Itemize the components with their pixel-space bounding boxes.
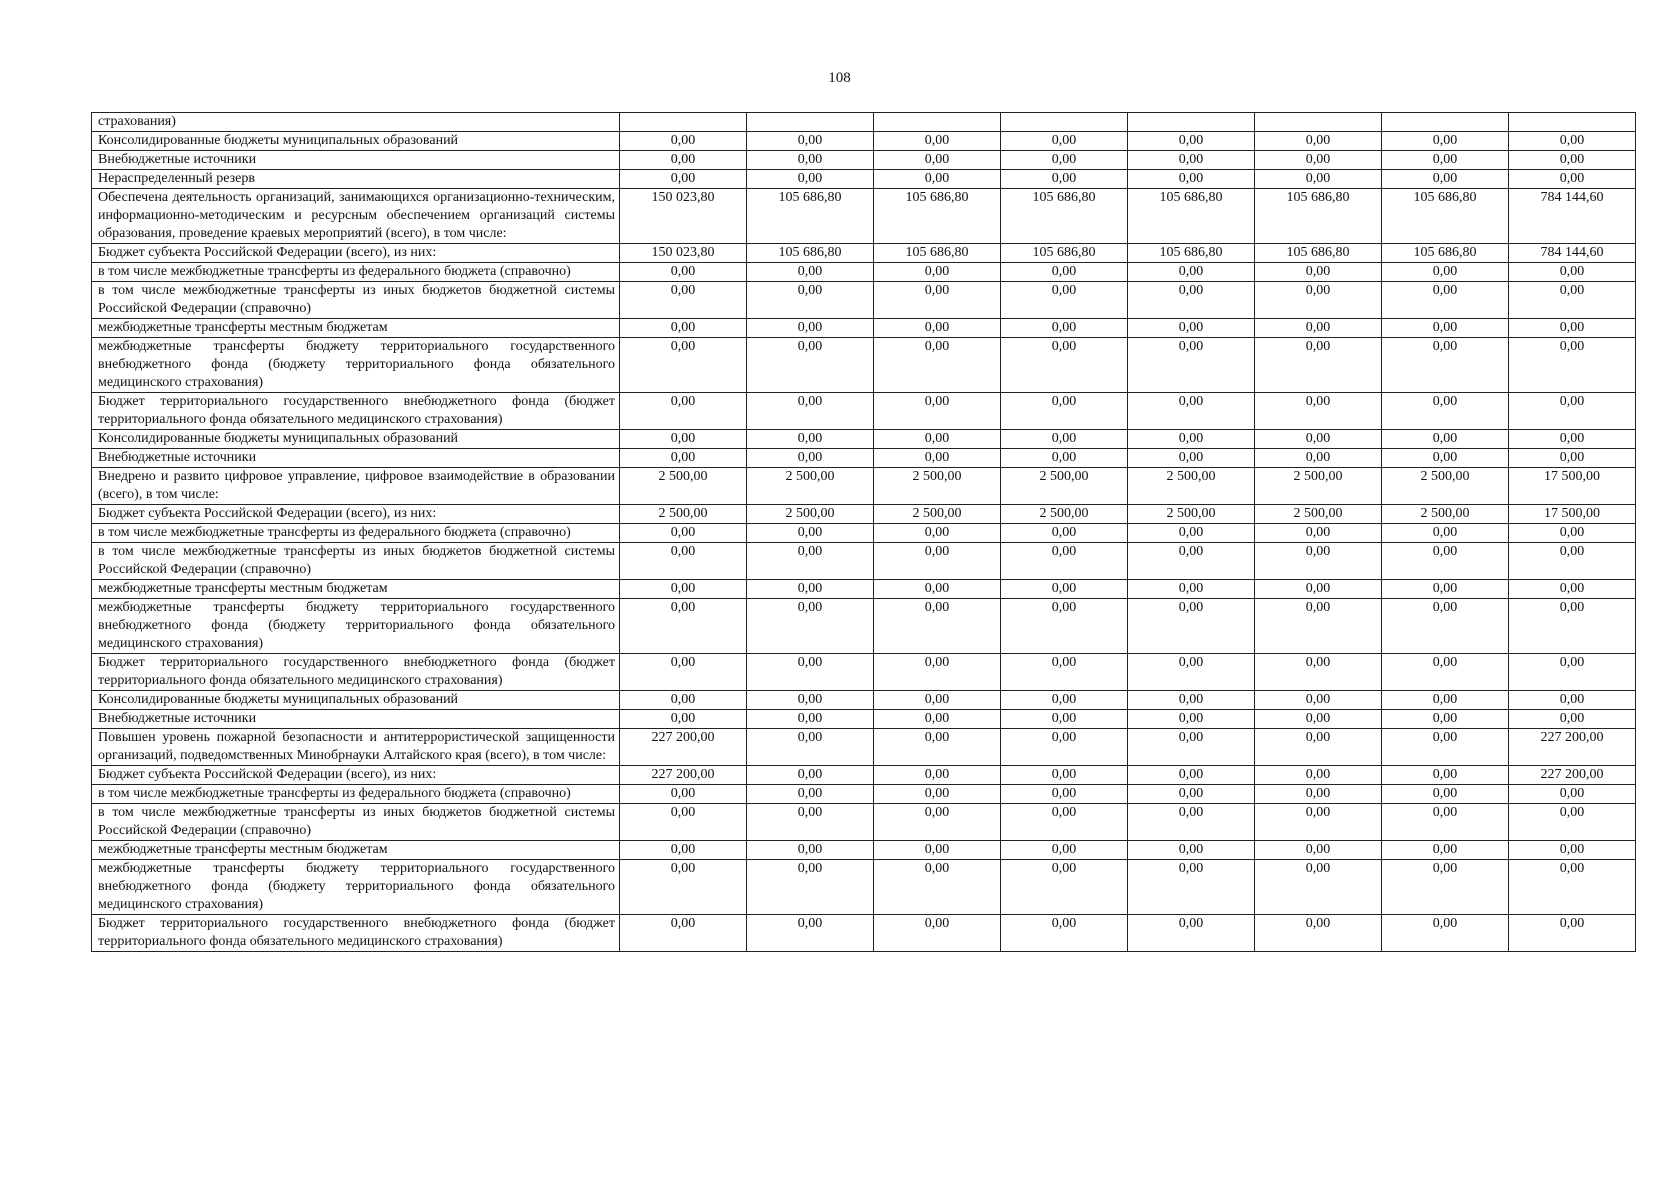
table-row (92, 654, 1636, 691)
value-cell: 0,00 (1128, 430, 1255, 449)
value-cell: 0,00 (1509, 580, 1636, 599)
value-cell: 0,00 (1255, 841, 1382, 860)
row-label: межбюджетные трансферты бюджету территориального государственного внебюджетного фонда (бюджету территориального фонда обязательного медицинского страхования) (92, 338, 620, 393)
value-cell: 0,00 (1382, 393, 1509, 430)
value-cell: 0,00 (874, 449, 1001, 468)
value-cell: 0,00 (1382, 449, 1509, 468)
value-cell: 0,00 (1255, 729, 1382, 766)
value-cell: 2 500,00 (1001, 468, 1128, 505)
table-row (92, 244, 1636, 263)
value-cell: 105 686,80 (1382, 244, 1509, 263)
value-cell: 0,00 (874, 654, 1001, 691)
value-cell: 0,00 (747, 691, 874, 710)
value-cell: 0,00 (1382, 710, 1509, 729)
value-cell: 0,00 (1255, 151, 1382, 170)
value-cell: 0,00 (1255, 430, 1382, 449)
value-cell: 2 500,00 (747, 468, 874, 505)
budget-table (91, 112, 1636, 952)
budget-table-body (92, 113, 1636, 952)
value-cell: 105 686,80 (1128, 244, 1255, 263)
table-row (92, 505, 1636, 524)
table-row (92, 282, 1636, 319)
table-row (92, 691, 1636, 710)
value-cell: 0,00 (1382, 543, 1509, 580)
value-cell: 0,00 (1128, 654, 1255, 691)
value-cell: 0,00 (620, 599, 747, 654)
value-cell: 0,00 (1255, 580, 1382, 599)
value-cell: 0,00 (1382, 319, 1509, 338)
value-cell: 0,00 (747, 170, 874, 189)
value-cell: 0,00 (1382, 841, 1509, 860)
row-label: Бюджет субъекта Российской Федерации (всего), из них: (92, 244, 620, 263)
value-cell: 0,00 (1255, 804, 1382, 841)
value-cell: 0,00 (1509, 841, 1636, 860)
table-row (92, 766, 1636, 785)
value-cell: 0,00 (1255, 599, 1382, 654)
table-row (92, 170, 1636, 189)
row-label: в том числе межбюджетные трансферты из федерального бюджета (справочно) (92, 785, 620, 804)
value-cell: 105 686,80 (874, 244, 1001, 263)
value-cell: 0,00 (1255, 785, 1382, 804)
value-cell: 0,00 (1128, 524, 1255, 543)
value-cell: 0,00 (747, 710, 874, 729)
value-cell: 0,00 (1382, 785, 1509, 804)
value-cell: 150 023,80 (620, 189, 747, 244)
value-cell: 0,00 (1001, 170, 1128, 189)
value-cell: 0,00 (1001, 449, 1128, 468)
value-cell: 0,00 (1509, 599, 1636, 654)
row-label: Повышен уровень пожарной безопасности и антитеррористической защищенности организаций, подведомственных Минобрнауки Алтайского края (всего), в том числе: (92, 729, 620, 766)
row-label: Консолидированные бюджеты муниципальных образований (92, 691, 620, 710)
value-cell: 0,00 (747, 599, 874, 654)
value-cell: 0,00 (620, 449, 747, 468)
value-cell: 0,00 (747, 524, 874, 543)
value-cell: 0,00 (1255, 338, 1382, 393)
value-cell: 0,00 (620, 691, 747, 710)
value-cell: 0,00 (1001, 430, 1128, 449)
table-row (92, 189, 1636, 244)
table-row (92, 393, 1636, 430)
value-cell: 0,00 (1509, 524, 1636, 543)
value-cell: 0,00 (747, 580, 874, 599)
table-row (92, 263, 1636, 282)
value-cell: 0,00 (1128, 170, 1255, 189)
row-label: в том числе межбюджетные трансферты из иных бюджетов бюджетной системы Российской Федерации (справочно) (92, 543, 620, 580)
value-cell: 105 686,80 (1255, 244, 1382, 263)
value-cell: 0,00 (874, 915, 1001, 952)
value-cell: 784 144,60 (1509, 244, 1636, 263)
row-label: страхования) (92, 113, 620, 132)
value-cell: 0,00 (1128, 785, 1255, 804)
value-cell: 0,00 (874, 338, 1001, 393)
value-cell: 0,00 (1382, 338, 1509, 393)
value-cell: 0,00 (1509, 393, 1636, 430)
value-cell: 0,00 (747, 393, 874, 430)
value-cell: 0,00 (874, 785, 1001, 804)
row-label: межбюджетные трансферты бюджету территориального государственного внебюджетного фонда (бюджету территориального фонда обязательного медицинского страхования) (92, 860, 620, 915)
value-cell: 0,00 (620, 338, 747, 393)
value-cell: 0,00 (1509, 785, 1636, 804)
value-cell: 0,00 (1255, 170, 1382, 189)
value-cell: 0,00 (874, 170, 1001, 189)
table-row (92, 804, 1636, 841)
value-cell: 227 200,00 (620, 766, 747, 785)
value-cell: 0,00 (1128, 263, 1255, 282)
value-cell: 0,00 (874, 710, 1001, 729)
table-row (92, 710, 1636, 729)
value-cell: 0,00 (1255, 654, 1382, 691)
row-label: Нераспределенный резерв (92, 170, 620, 189)
value-cell: 0,00 (747, 543, 874, 580)
value-cell: 0,00 (1255, 766, 1382, 785)
value-cell: 0,00 (1255, 691, 1382, 710)
value-cell: 0,00 (747, 319, 874, 338)
value-cell: 0,00 (620, 580, 747, 599)
value-cell: 0,00 (874, 263, 1001, 282)
value-cell (1509, 113, 1636, 132)
value-cell: 0,00 (1382, 263, 1509, 282)
value-cell: 0,00 (874, 319, 1001, 338)
value-cell: 0,00 (1128, 766, 1255, 785)
value-cell: 105 686,80 (747, 244, 874, 263)
table-row (92, 841, 1636, 860)
row-label: Внебюджетные источники (92, 449, 620, 468)
value-cell: 0,00 (874, 580, 1001, 599)
value-cell: 0,00 (747, 263, 874, 282)
row-label: Бюджет субъекта Российской Федерации (всего), из них: (92, 766, 620, 785)
value-cell: 0,00 (1509, 151, 1636, 170)
value-cell: 0,00 (747, 841, 874, 860)
value-cell: 0,00 (1255, 449, 1382, 468)
row-label: Бюджет субъекта Российской Федерации (всего), из них: (92, 505, 620, 524)
value-cell: 0,00 (1255, 132, 1382, 151)
value-cell: 0,00 (1128, 282, 1255, 319)
value-cell: 0,00 (1255, 393, 1382, 430)
value-cell: 227 200,00 (620, 729, 747, 766)
value-cell: 0,00 (1509, 430, 1636, 449)
value-cell: 0,00 (1001, 710, 1128, 729)
row-label: в том числе межбюджетные трансферты из федерального бюджета (справочно) (92, 263, 620, 282)
value-cell (1001, 113, 1128, 132)
value-cell: 0,00 (1001, 393, 1128, 430)
value-cell: 2 500,00 (747, 505, 874, 524)
value-cell: 0,00 (1255, 915, 1382, 952)
value-cell: 0,00 (620, 654, 747, 691)
value-cell: 0,00 (1001, 915, 1128, 952)
value-cell: 2 500,00 (1255, 505, 1382, 524)
value-cell: 0,00 (874, 393, 1001, 430)
value-cell (1382, 113, 1509, 132)
value-cell: 2 500,00 (1128, 468, 1255, 505)
value-cell: 0,00 (620, 430, 747, 449)
table-row (92, 468, 1636, 505)
value-cell: 0,00 (1382, 654, 1509, 691)
value-cell: 0,00 (1001, 691, 1128, 710)
value-cell: 0,00 (1128, 132, 1255, 151)
value-cell: 0,00 (1382, 132, 1509, 151)
value-cell: 2 500,00 (1382, 468, 1509, 505)
value-cell: 0,00 (747, 449, 874, 468)
value-cell: 0,00 (620, 263, 747, 282)
value-cell: 0,00 (620, 841, 747, 860)
value-cell: 0,00 (874, 804, 1001, 841)
value-cell: 0,00 (1001, 524, 1128, 543)
value-cell: 0,00 (1255, 263, 1382, 282)
value-cell: 0,00 (1128, 151, 1255, 170)
value-cell: 227 200,00 (1509, 766, 1636, 785)
value-cell: 0,00 (1509, 132, 1636, 151)
value-cell: 0,00 (1128, 393, 1255, 430)
value-cell: 0,00 (874, 729, 1001, 766)
value-cell: 0,00 (1128, 860, 1255, 915)
value-cell: 0,00 (1255, 282, 1382, 319)
value-cell: 0,00 (874, 860, 1001, 915)
value-cell: 0,00 (1509, 654, 1636, 691)
value-cell: 0,00 (1001, 338, 1128, 393)
value-cell: 0,00 (747, 654, 874, 691)
row-label: Бюджет территориального государственного внебюджетного фонда (бюджет территориального фонда обязательного медицинского страхования) (92, 654, 620, 691)
value-cell: 0,00 (1382, 151, 1509, 170)
table-row (92, 430, 1636, 449)
table-row (92, 132, 1636, 151)
value-cell: 0,00 (1382, 282, 1509, 319)
value-cell: 0,00 (747, 430, 874, 449)
value-cell: 0,00 (874, 132, 1001, 151)
value-cell: 2 500,00 (1001, 505, 1128, 524)
row-label: межбюджетные трансферты местным бюджетам (92, 841, 620, 860)
value-cell: 0,00 (1382, 804, 1509, 841)
value-cell: 0,00 (620, 151, 747, 170)
table-row (92, 449, 1636, 468)
value-cell: 0,00 (1382, 729, 1509, 766)
value-cell: 0,00 (1382, 766, 1509, 785)
value-cell: 105 686,80 (874, 189, 1001, 244)
value-cell: 0,00 (747, 151, 874, 170)
value-cell: 0,00 (1001, 580, 1128, 599)
value-cell: 0,00 (1382, 430, 1509, 449)
value-cell: 0,00 (747, 338, 874, 393)
value-cell: 0,00 (1128, 543, 1255, 580)
value-cell: 105 686,80 (1001, 244, 1128, 263)
table-row (92, 729, 1636, 766)
value-cell (1255, 113, 1382, 132)
value-cell: 0,00 (747, 766, 874, 785)
value-cell: 0,00 (1001, 785, 1128, 804)
table-row (92, 319, 1636, 338)
value-cell (874, 113, 1001, 132)
row-label: Консолидированные бюджеты муниципальных образований (92, 430, 620, 449)
row-label: межбюджетные трансферты местным бюджетам (92, 580, 620, 599)
value-cell: 0,00 (1382, 170, 1509, 189)
value-cell: 0,00 (747, 804, 874, 841)
value-cell: 0,00 (1001, 729, 1128, 766)
value-cell: 227 200,00 (1509, 729, 1636, 766)
value-cell: 0,00 (1382, 524, 1509, 543)
value-cell: 784 144,60 (1509, 189, 1636, 244)
value-cell: 0,00 (1001, 151, 1128, 170)
value-cell: 0,00 (620, 915, 747, 952)
row-label: Внедрено и развито цифровое управление, цифровое взаимодействие в образовании (всего), в том числе: (92, 468, 620, 505)
value-cell: 0,00 (1128, 599, 1255, 654)
value-cell: 0,00 (1001, 263, 1128, 282)
value-cell: 0,00 (1509, 282, 1636, 319)
page-number: 108 (828, 70, 851, 86)
value-cell: 0,00 (1001, 132, 1128, 151)
value-cell: 0,00 (1001, 804, 1128, 841)
table-row (92, 338, 1636, 393)
row-label: Обеспечена деятельность организаций, занимающихся организационно-техническим, информационно-методическим и ресурсным обеспечением организаций системы образования, проведение краевых мероприятий (всего), в том числе: (92, 189, 620, 244)
value-cell: 0,00 (1509, 710, 1636, 729)
value-cell: 0,00 (1128, 841, 1255, 860)
table-row (92, 580, 1636, 599)
value-cell: 0,00 (874, 691, 1001, 710)
table-row (92, 785, 1636, 804)
value-cell: 0,00 (874, 766, 1001, 785)
row-label: Бюджет территориального государственного внебюджетного фонда (бюджет территориального фонда обязательного медицинского страхования) (92, 393, 620, 430)
value-cell: 2 500,00 (1255, 468, 1382, 505)
value-cell: 17 500,00 (1509, 505, 1636, 524)
value-cell (620, 113, 747, 132)
value-cell: 0,00 (1509, 860, 1636, 915)
value-cell: 0,00 (747, 785, 874, 804)
value-cell: 0,00 (747, 282, 874, 319)
value-cell: 105 686,80 (1128, 189, 1255, 244)
value-cell: 0,00 (1382, 580, 1509, 599)
value-cell: 0,00 (1509, 449, 1636, 468)
value-cell: 0,00 (1509, 804, 1636, 841)
value-cell: 0,00 (1001, 599, 1128, 654)
value-cell: 0,00 (1128, 729, 1255, 766)
row-label: Бюджет территориального государственного внебюджетного фонда (бюджет территориального фонда обязательного медицинского страхования) (92, 915, 620, 952)
value-cell: 0,00 (1382, 860, 1509, 915)
value-cell: 105 686,80 (747, 189, 874, 244)
table-row (92, 543, 1636, 580)
value-cell: 105 686,80 (1001, 189, 1128, 244)
value-cell: 0,00 (620, 543, 747, 580)
value-cell: 0,00 (620, 319, 747, 338)
value-cell: 0,00 (747, 132, 874, 151)
value-cell: 0,00 (620, 393, 747, 430)
value-cell: 0,00 (1001, 543, 1128, 580)
value-cell: 0,00 (1128, 804, 1255, 841)
value-cell: 0,00 (874, 524, 1001, 543)
value-cell (1128, 113, 1255, 132)
value-cell: 0,00 (874, 841, 1001, 860)
value-cell: 0,00 (1128, 915, 1255, 952)
value-cell: 0,00 (1001, 654, 1128, 691)
row-label: Консолидированные бюджеты муниципальных образований (92, 132, 620, 151)
value-cell: 0,00 (1255, 710, 1382, 729)
value-cell: 0,00 (1509, 263, 1636, 282)
row-label: в том числе межбюджетные трансферты из федерального бюджета (справочно) (92, 524, 620, 543)
value-cell: 0,00 (1509, 691, 1636, 710)
value-cell: 2 500,00 (620, 468, 747, 505)
value-cell: 0,00 (1382, 915, 1509, 952)
value-cell: 0,00 (1001, 282, 1128, 319)
value-cell: 0,00 (874, 282, 1001, 319)
value-cell: 150 023,80 (620, 244, 747, 263)
row-label: Внебюджетные источники (92, 151, 620, 170)
value-cell: 105 686,80 (1255, 189, 1382, 244)
value-cell: 0,00 (1128, 710, 1255, 729)
value-cell: 0,00 (1509, 338, 1636, 393)
value-cell: 0,00 (1255, 860, 1382, 915)
value-cell: 0,00 (1001, 319, 1128, 338)
value-cell: 2 500,00 (874, 505, 1001, 524)
table-row (92, 599, 1636, 654)
value-cell: 17 500,00 (1509, 468, 1636, 505)
table-row (92, 915, 1636, 952)
value-cell: 0,00 (874, 599, 1001, 654)
value-cell: 2 500,00 (1382, 505, 1509, 524)
value-cell: 105 686,80 (1382, 189, 1509, 244)
value-cell: 0,00 (747, 915, 874, 952)
value-cell: 0,00 (620, 785, 747, 804)
table-row (92, 151, 1636, 170)
value-cell: 0,00 (1382, 599, 1509, 654)
value-cell: 2 500,00 (874, 468, 1001, 505)
value-cell: 2 500,00 (1128, 505, 1255, 524)
value-cell: 0,00 (620, 170, 747, 189)
value-cell: 0,00 (1001, 860, 1128, 915)
value-cell: 0,00 (620, 132, 747, 151)
value-cell: 0,00 (874, 151, 1001, 170)
value-cell: 2 500,00 (620, 505, 747, 524)
value-cell: 0,00 (747, 860, 874, 915)
value-cell: 0,00 (747, 729, 874, 766)
row-label: в том числе межбюджетные трансферты из иных бюджетов бюджетной системы Российской Федерации (справочно) (92, 282, 620, 319)
value-cell: 0,00 (1001, 841, 1128, 860)
value-cell: 0,00 (1255, 319, 1382, 338)
value-cell: 0,00 (620, 710, 747, 729)
value-cell: 0,00 (1128, 338, 1255, 393)
value-cell: 0,00 (1255, 543, 1382, 580)
value-cell: 0,00 (1128, 580, 1255, 599)
value-cell (747, 113, 874, 132)
value-cell: 0,00 (1509, 170, 1636, 189)
value-cell: 0,00 (1509, 319, 1636, 338)
table-row (92, 524, 1636, 543)
row-label: Внебюджетные источники (92, 710, 620, 729)
value-cell: 0,00 (1509, 915, 1636, 952)
value-cell: 0,00 (1509, 543, 1636, 580)
value-cell: 0,00 (620, 524, 747, 543)
value-cell: 0,00 (874, 430, 1001, 449)
value-cell: 0,00 (620, 804, 747, 841)
value-cell: 0,00 (1128, 319, 1255, 338)
value-cell: 0,00 (1128, 691, 1255, 710)
value-cell: 0,00 (620, 860, 747, 915)
value-cell: 0,00 (1001, 766, 1128, 785)
value-cell: 0,00 (874, 543, 1001, 580)
value-cell: 0,00 (1382, 691, 1509, 710)
row-label: межбюджетные трансферты местным бюджетам (92, 319, 620, 338)
value-cell: 0,00 (620, 282, 747, 319)
row-label: в том числе межбюджетные трансферты из иных бюджетов бюджетной системы Российской Федерации (справочно) (92, 804, 620, 841)
value-cell: 0,00 (1255, 524, 1382, 543)
value-cell: 0,00 (1128, 449, 1255, 468)
table-row (92, 860, 1636, 915)
table-row (92, 113, 1636, 132)
row-label: межбюджетные трансферты бюджету территориального государственного внебюджетного фонда (бюджету территориального фонда обязательного медицинского страхования) (92, 599, 620, 654)
